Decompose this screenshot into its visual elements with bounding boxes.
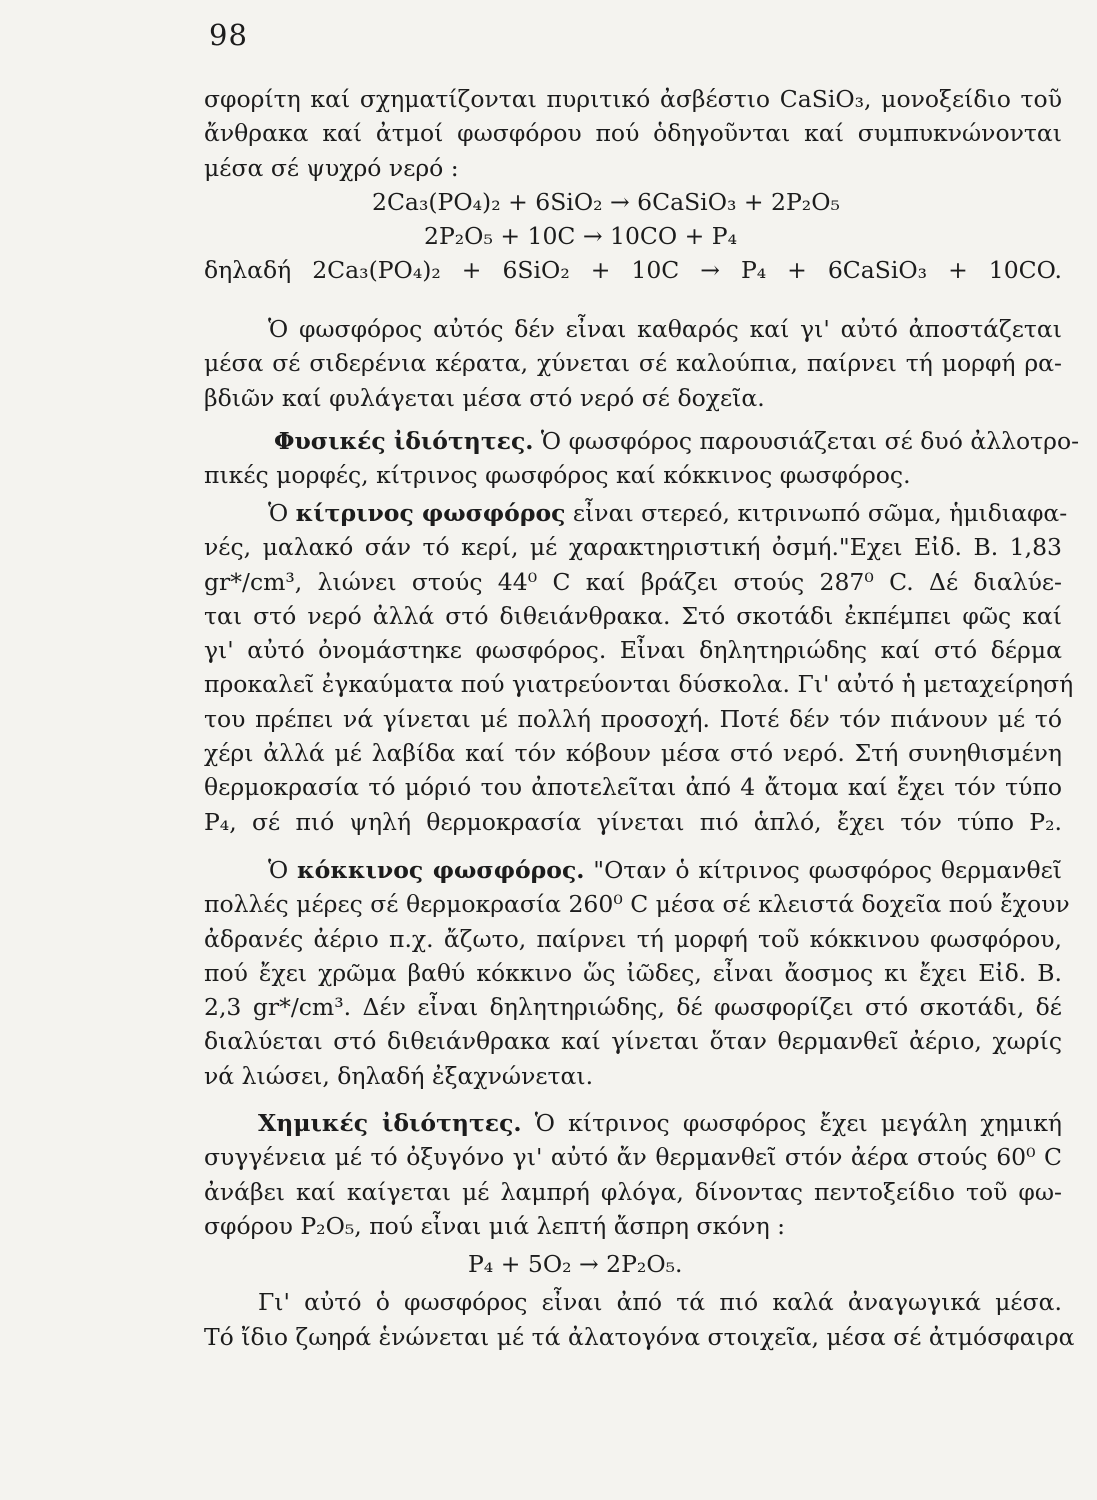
chemical-properties-section — [204, 1106, 1075, 1354]
text-line: Ὁ φωσφόρος αὐτός δέν εἶναι καθαρός καί γι' αὐτό ἀποστάζεται — [268, 315, 1062, 343]
text-line: του πρέπει νά γίνεται μέ πολλή προσοχή. Ποτέ δέν τόν πιάνουν μέ τό — [204, 704, 1062, 733]
storage-paragraph — [204, 312, 1062, 415]
page-number: 98 — [209, 18, 248, 52]
text-line: προκαλεῖ ἐγκαύματα πού γιατρεύονται δύσκολα. Γι' αὐτό ἡ μεταχείρησή — [204, 670, 1074, 699]
text-line: Χημικές ἰδιότητες. Ὁ κίτρινος φωσφόρος ἔχει μεγάλη χημική — [258, 1109, 1063, 1137]
equation-3: δηλαδή 2Ca₃(PO₄)₂ + 6SiO₂ + 10C → P₄ + 6CaSiO₃ + 10CO. — [204, 256, 1062, 285]
red-phosphorus-paragraph — [204, 853, 1070, 1093]
text-line: πού ἔχει χρῶμα βαθύ κόκκινο ὥς ἰῶδες, εἶναι ἄοσμος κι ἔχει Εἰδ. Β. — [204, 958, 1062, 987]
intro-paragraph — [204, 82, 1062, 288]
equation-4: P₄ + 5O₂ → 2P₂O₅. — [468, 1250, 683, 1279]
section-heading: Χημικές ἰδιότητες. — [258, 1109, 522, 1137]
text-line: ἄνθρακα καί ἀτμοί φωσφόρου πού ὁδηγοῦνται καί συμπυκνώνονται — [204, 119, 1062, 148]
text-line: χέρι ἀλλά μέ λαβίδα καί τόν κόβουν μέσα στό νερό. Στή συνηθισμένη — [204, 739, 1062, 768]
text-line: θερμοκρασία τό μόριό του ἀποτελεῖται ἀπό 4 ἄτομα καί ἔχει τόν τύπο — [204, 773, 1062, 802]
section-heading: Φυσικές ἰδιότητες. — [274, 427, 534, 455]
physical-properties-section — [204, 424, 1080, 493]
term-bold: κόκκινος φωσφόρος. — [297, 856, 585, 884]
text-line: ται στό νερό ἀλλά στό διθειάνθρακα. Στό σκοτάδι ἐκπέμπει φῶς καί — [204, 601, 1062, 630]
text-line: Φυσικές ἰδιότητες. Ὁ φωσφόρος παρουσιάζεται σέ δυό ἀλλοτρο- — [274, 427, 1080, 455]
text-line: μέσα σέ σιδερένια κέρατα, χύνεται σέ καλούπια, παίρνει τή μορφή ρα- — [204, 349, 1062, 378]
text-line: 2,3 gr*/cm³. Δέν εἶναι δηλητηριώδης, δέ φωσφορίζει στό σκοτάδι, δέ — [204, 993, 1062, 1022]
text-line: πολλές μέρες σέ θερμοκρασία 260⁰ C μέσα σέ κλειστά δοχεῖα πού ἔχουν — [204, 890, 1070, 919]
text-line: διαλύεται στό διθειάνθρακα καί γίνεται ὅταν θερμανθεῖ ἀέριο, χωρίς — [204, 1027, 1062, 1056]
text-line: gr*/cm³, λιώνει στούς 44⁰ C καί βράζει στούς 287⁰ C. Δέ διαλύε- — [204, 567, 1062, 596]
text-line: Ὁ κόκκινος φωσφόρος. "Οταν ὁ κίτρινος φωσφόρος θερμανθεῖ — [268, 856, 1062, 884]
text-line: ἀδρανές ἀέριο π.χ. ἄζωτο, παίρνει τή μορφή τοῦ κόκκινου φωσφόρου, — [204, 924, 1062, 953]
yellow-phosphorus-paragraph — [204, 496, 1074, 839]
text-line: γι' αὐτό ὀνομάστηκε φωσφόρος. Εἶναι δηλητηριώδης καί στό δέρμα — [204, 636, 1062, 665]
text-line: Ὁ κίτρινος φωσφόρος εἶναι στερεό, κιτρινωπό σῶμα, ἡμιδιαφα- — [268, 499, 1068, 527]
text-line: πικές μορφές, κίτρινος φωσφόρος καί κόκκινος φωσφόρος. — [204, 461, 911, 490]
text-line: νά λιώσει, δηλαδή ἐξαχνώνεται. — [204, 1061, 594, 1090]
text-line: ἀνάβει καί καίγεται μέ λαμπρή φλόγα, δίνοντας πεντοξείδιο τοῦ φω- — [204, 1177, 1062, 1206]
text-line: μέσα σέ ψυχρό νερό : — [204, 153, 459, 182]
text-line: Γι' αὐτό ὁ φωσφόρος εἶναι ἀπό τά πιό καλά ἀναγωγικά μέσα. — [258, 1288, 1062, 1317]
text-line: συγγένεια μέ τό ὀξυγόνο γι' αὐτό ἄν θερμανθεῖ στόν ἀέρα στούς 60⁰ C — [204, 1143, 1062, 1172]
text-line: P₄, σέ πιό ψηλή θερμοκρασία γίνεται πιό ἁπλό, ἔχει τόν τύπο P₂. — [204, 807, 1062, 836]
text-line: Τό ἴδιο ζωηρά ἑνώνεται μέ τά ἀλατογόνα στοιχεῖα, μέσα σέ ἀτμόσφαιρα — [204, 1322, 1075, 1351]
equation-2: 2P₂O₅ + 10C → 10CO + P₄ — [424, 222, 738, 251]
text-line: νές, μαλακό σάν τό κερί, μέ χαρακτηριστική ὀσμή."Εχει Εἰδ. Β. 1,83 — [204, 533, 1062, 562]
text-line: βδιῶν καί φυλάγεται μέσα στό νερό σέ δοχεῖα. — [204, 383, 765, 412]
text-line: σφόρου P₂O₅, πού εἶναι μιά λεπτή ἄσπρη σκόνη : — [204, 1211, 786, 1240]
term-bold: κίτρινος φωσφόρος — [295, 499, 566, 527]
text-line: σφορίτη καί σχηματίζονται πυριτικό ἀσβέστιο CaSiO₃, μονοξείδιο τοῦ — [204, 85, 1062, 113]
equation-1: 2Ca₃(PO₄)₂ + 6SiO₂ → 6CaSiO₃ + 2P₂O₅ — [372, 187, 840, 216]
